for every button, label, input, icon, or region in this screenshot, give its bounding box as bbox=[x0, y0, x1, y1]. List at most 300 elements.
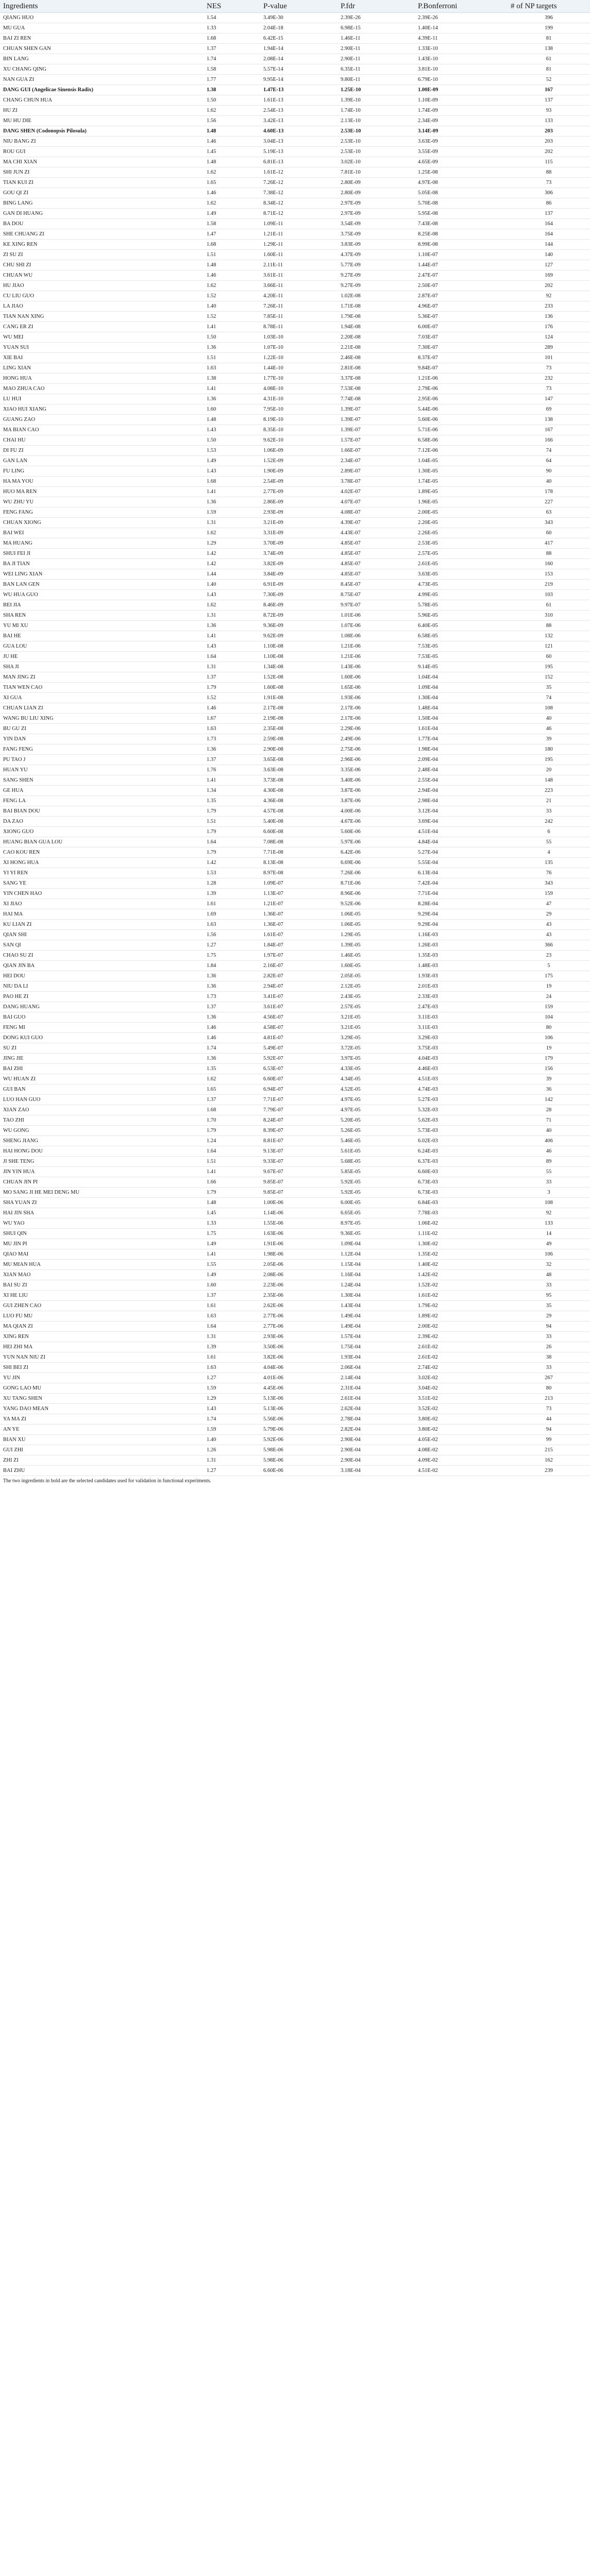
ingredient-name: GUANG ZAO bbox=[0, 415, 204, 425]
p-value: 8.35E-10 bbox=[260, 425, 338, 435]
p-value: 4.30E-08 bbox=[260, 786, 338, 796]
p-fdr-value: 2.90E-11 bbox=[338, 54, 415, 64]
ingredient-name: DANG HUANG bbox=[0, 1002, 204, 1012]
p-fdr-value: 1.21E-06 bbox=[338, 652, 415, 662]
table-row bbox=[0, 1383, 590, 1394]
p-value: 7.85E-11 bbox=[260, 312, 338, 322]
p-fdr-value: 2.06E-04 bbox=[338, 1363, 415, 1373]
nes-value: 1.74 bbox=[204, 1043, 260, 1054]
ingredient-name: FENG MI bbox=[0, 1023, 204, 1033]
table-row bbox=[0, 332, 590, 343]
ingredient-name: NIU DA LI bbox=[0, 981, 204, 992]
p-fdr-value: 2.90E-11 bbox=[338, 44, 415, 54]
table-row bbox=[0, 909, 590, 920]
np-targets-count: 137 bbox=[508, 209, 590, 219]
p-bonferroni-value: 4.09E-02 bbox=[415, 1455, 508, 1466]
p-bonferroni-value: 2.39E-02 bbox=[415, 1332, 508, 1342]
p-bonferroni-value: 2.39E-26 bbox=[415, 13, 508, 23]
p-value: 3.21E-09 bbox=[260, 518, 338, 528]
nes-value: 1.49 bbox=[204, 1270, 260, 1280]
np-targets-count: 219 bbox=[508, 580, 590, 590]
p-fdr-value: 4.85E-07 bbox=[338, 559, 415, 569]
table-row bbox=[0, 1394, 590, 1404]
p-bonferroni-value: 2.48E-04 bbox=[415, 765, 508, 775]
table-row bbox=[0, 466, 590, 477]
ingredient-name: MA QIAN ZI bbox=[0, 1321, 204, 1332]
p-bonferroni-value: 2.26E-05 bbox=[415, 528, 508, 538]
nes-value: 1.45 bbox=[204, 1208, 260, 1218]
np-targets-count: 227 bbox=[508, 497, 590, 507]
ingredient-name: HAI HONG DOU bbox=[0, 1146, 204, 1157]
p-bonferroni-value: 4.51E-03 bbox=[415, 1074, 508, 1084]
np-targets-count: 94 bbox=[508, 1425, 590, 1435]
p-bonferroni-value: 1.04E-05 bbox=[415, 456, 508, 466]
nes-value: 1.27 bbox=[204, 1466, 260, 1476]
nes-value: 1.43 bbox=[204, 1404, 260, 1414]
nes-value: 1.41 bbox=[204, 384, 260, 394]
nes-value: 1.27 bbox=[204, 1373, 260, 1383]
p-value: 2.05E-06 bbox=[260, 1260, 338, 1270]
np-targets-count: 104 bbox=[508, 1012, 590, 1023]
p-fdr-value: 1.06E-05 bbox=[338, 920, 415, 930]
p-value: 5.92E-06 bbox=[260, 1435, 338, 1445]
ingredient-name: WU GONG bbox=[0, 1126, 204, 1136]
p-fdr-value: 1.21E-06 bbox=[338, 641, 415, 652]
np-targets-count: 88 bbox=[508, 549, 590, 559]
p-bonferroni-value: 2.94E-04 bbox=[415, 786, 508, 796]
p-fdr-value: 1.39E-05 bbox=[338, 940, 415, 951]
table-row bbox=[0, 775, 590, 786]
nes-value: 1.55 bbox=[204, 1260, 260, 1270]
nes-value: 1.64 bbox=[204, 1146, 260, 1157]
nes-value: 1.33 bbox=[204, 1218, 260, 1229]
p-value: 7.08E-08 bbox=[260, 837, 338, 848]
p-value: 4.81E-07 bbox=[260, 1033, 338, 1043]
np-targets-count: 103 bbox=[508, 590, 590, 600]
table-row bbox=[0, 1301, 590, 1311]
np-targets-count: 132 bbox=[508, 631, 590, 641]
p-value: 2.19E-08 bbox=[260, 714, 338, 724]
p-fdr-value: 3.72E-05 bbox=[338, 1043, 415, 1054]
table-row bbox=[0, 827, 590, 837]
ingredient-name: GONG LAO MU bbox=[0, 1383, 204, 1394]
ingredient-name: SHA YUAN ZI bbox=[0, 1198, 204, 1208]
p-bonferroni-value: 5.55E-04 bbox=[415, 858, 508, 868]
ingredient-name: LUO FU MU bbox=[0, 1311, 204, 1321]
p-fdr-value: 4.00E-06 bbox=[338, 806, 415, 817]
nes-value: 1.36 bbox=[204, 497, 260, 507]
table-row bbox=[0, 1023, 590, 1033]
np-targets-count: 73 bbox=[508, 178, 590, 188]
table-row bbox=[0, 1425, 590, 1435]
p-fdr-value: 4.37E-09 bbox=[338, 250, 415, 260]
p-bonferroni-value: 1.89E-05 bbox=[415, 487, 508, 497]
np-targets-count: 60 bbox=[508, 528, 590, 538]
p-fdr-value: 2.39E-26 bbox=[338, 13, 415, 23]
p-fdr-value: 2.80E-09 bbox=[338, 188, 415, 198]
table-row bbox=[0, 44, 590, 54]
p-bonferroni-value: 4.73E-05 bbox=[415, 580, 508, 590]
table-row bbox=[0, 1002, 590, 1012]
p-fdr-value: 9.52E-06 bbox=[338, 899, 415, 909]
np-targets-count: 366 bbox=[508, 940, 590, 951]
p-bonferroni-value: 1.93E-03 bbox=[415, 971, 508, 981]
nes-value: 1.37 bbox=[204, 44, 260, 54]
p-value: 1.52E-08 bbox=[260, 672, 338, 683]
p-fdr-value: 5.92E-05 bbox=[338, 1188, 415, 1198]
ingredient-name: XING REN bbox=[0, 1332, 204, 1342]
p-value: 1.97E-07 bbox=[260, 951, 338, 961]
ingredient-name: CHU SHI ZI bbox=[0, 260, 204, 270]
nes-value: 1.60 bbox=[204, 404, 260, 415]
p-fdr-value: 4.43E-07 bbox=[338, 528, 415, 538]
nes-value: 1.51 bbox=[204, 250, 260, 260]
ingredient-name: HAI MA bbox=[0, 909, 204, 920]
ingredient-name: BAI SU ZI bbox=[0, 1280, 204, 1291]
p-value: 5.98E-06 bbox=[260, 1445, 338, 1455]
p-bonferroni-value: 1.40E-14 bbox=[415, 23, 508, 33]
nes-value: 1.26 bbox=[204, 1445, 260, 1455]
nes-value: 1.63 bbox=[204, 1311, 260, 1321]
np-targets-count: 26 bbox=[508, 1342, 590, 1352]
p-fdr-value: 3.83E-09 bbox=[338, 240, 415, 250]
ingredient-name: KE XING REN bbox=[0, 240, 204, 250]
table-row bbox=[0, 1363, 590, 1373]
p-value: 8.13E-08 bbox=[260, 858, 338, 868]
p-bonferroni-value: 8.28E-04 bbox=[415, 899, 508, 909]
p-bonferroni-value: 2.98E-04 bbox=[415, 796, 508, 806]
ingredient-name: QIAO MAI bbox=[0, 1249, 204, 1260]
nes-value: 1.37 bbox=[204, 1095, 260, 1105]
table-row bbox=[0, 270, 590, 281]
np-targets-count: 127 bbox=[508, 260, 590, 270]
table-row bbox=[0, 1054, 590, 1064]
p-fdr-value: 7.81E-10 bbox=[338, 167, 415, 178]
nes-value: 1.64 bbox=[204, 837, 260, 848]
p-fdr-value: 1.25E-10 bbox=[338, 85, 415, 95]
ingredient-name: BA DOU bbox=[0, 219, 204, 229]
p-value: 3.70E-09 bbox=[260, 538, 338, 549]
nes-value: 1.75 bbox=[204, 1229, 260, 1239]
np-targets-count: 60 bbox=[508, 652, 590, 662]
table-row bbox=[0, 724, 590, 734]
ingredient-name: BAI ZHI bbox=[0, 1064, 204, 1074]
p-bonferroni-value: 6.73E-03 bbox=[415, 1188, 508, 1198]
p-bonferroni-value: 3.69E-04 bbox=[415, 817, 508, 827]
header-p-value: P-value bbox=[260, 0, 338, 13]
np-targets-count: 19 bbox=[508, 1043, 590, 1054]
np-targets-count: 108 bbox=[508, 703, 590, 714]
p-value: 1.00E-06 bbox=[260, 1198, 338, 1208]
table-row bbox=[0, 765, 590, 775]
ingredient-name: CHAI HU bbox=[0, 435, 204, 446]
p-value: 3.31E-09 bbox=[260, 528, 338, 538]
p-value: 4.01E-06 bbox=[260, 1373, 338, 1383]
ingredient-name: HAI JIN SHA bbox=[0, 1208, 204, 1218]
p-value: 3.82E-06 bbox=[260, 1352, 338, 1363]
p-fdr-value: 7.26E-06 bbox=[338, 868, 415, 878]
ingredient-name: DA ZAO bbox=[0, 817, 204, 827]
p-fdr-value: 2.62E-04 bbox=[338, 1404, 415, 1414]
p-fdr-value: 1.71E-08 bbox=[338, 301, 415, 312]
p-fdr-value: 2.80E-09 bbox=[338, 178, 415, 188]
table-row bbox=[0, 1373, 590, 1383]
p-fdr-value: 5.26E-05 bbox=[338, 1126, 415, 1136]
table-row bbox=[0, 1404, 590, 1414]
p-value: 5.49E-07 bbox=[260, 1043, 338, 1054]
p-fdr-value: 4.34E-05 bbox=[338, 1074, 415, 1084]
p-value: 8.78E-11 bbox=[260, 322, 338, 332]
np-targets-count: 3 bbox=[508, 1188, 590, 1198]
p-fdr-value: 2.21E-08 bbox=[338, 343, 415, 353]
p-value: 2.23E-06 bbox=[260, 1280, 338, 1291]
table-row bbox=[0, 868, 590, 878]
np-targets-count: 64 bbox=[508, 456, 590, 466]
nes-value: 1.62 bbox=[204, 167, 260, 178]
p-value: 8.71E-12 bbox=[260, 209, 338, 219]
p-fdr-value: 3.37E-08 bbox=[338, 374, 415, 384]
np-targets-count: 61 bbox=[508, 600, 590, 611]
table-row bbox=[0, 1321, 590, 1332]
table-row bbox=[0, 1167, 590, 1177]
np-targets-count: 215 bbox=[508, 1445, 590, 1455]
table-row bbox=[0, 1157, 590, 1167]
np-targets-count: 396 bbox=[508, 13, 590, 23]
p-fdr-value: 1.29E-05 bbox=[338, 930, 415, 940]
table-row bbox=[0, 312, 590, 322]
np-targets-count: 46 bbox=[508, 1146, 590, 1157]
p-fdr-value: 2.46E-08 bbox=[338, 353, 415, 363]
ingredient-name: CHUAN LIAN ZI bbox=[0, 703, 204, 714]
p-bonferroni-value: 5.32E-03 bbox=[415, 1105, 508, 1115]
table-row bbox=[0, 13, 590, 23]
p-fdr-value: 2.13E-10 bbox=[338, 116, 415, 126]
nes-value: 1.53 bbox=[204, 868, 260, 878]
np-targets-count: 49 bbox=[508, 1239, 590, 1249]
p-value: 1.90E-09 bbox=[260, 466, 338, 477]
nes-value: 1.65 bbox=[204, 1084, 260, 1095]
nes-value: 1.43 bbox=[204, 641, 260, 652]
ingredient-name: XIAN MAO bbox=[0, 1270, 204, 1280]
ingredient-name: SHA JI bbox=[0, 662, 204, 672]
ingredient-name: HU ZI bbox=[0, 106, 204, 116]
np-targets-count: 195 bbox=[508, 755, 590, 765]
p-bonferroni-value: 1.52E-02 bbox=[415, 1280, 508, 1291]
p-bonferroni-value: 4.51E-02 bbox=[415, 1466, 508, 1476]
p-bonferroni-value: 6.60E-03 bbox=[415, 1167, 508, 1177]
p-value: 3.61E-07 bbox=[260, 1002, 338, 1012]
p-fdr-value: 5.92E-05 bbox=[338, 1177, 415, 1188]
p-bonferroni-value: 3.52E-02 bbox=[415, 1404, 508, 1414]
p-value: 2.82E-07 bbox=[260, 971, 338, 981]
table-row bbox=[0, 250, 590, 260]
ingredient-name: MAO ZHUA CAO bbox=[0, 384, 204, 394]
p-fdr-value: 5.46E-05 bbox=[338, 1136, 415, 1146]
nes-value: 1.29 bbox=[204, 538, 260, 549]
p-bonferroni-value: 1.21E-06 bbox=[415, 374, 508, 384]
table-row bbox=[0, 188, 590, 198]
p-fdr-value: 9.27E-09 bbox=[338, 270, 415, 281]
np-targets-count: 93 bbox=[508, 106, 590, 116]
nes-value: 1.40 bbox=[204, 301, 260, 312]
ingredient-name: BIN LANG bbox=[0, 54, 204, 64]
ingredient-name: CU LIU GUO bbox=[0, 291, 204, 301]
ingredient-name: FENG FANG bbox=[0, 507, 204, 518]
p-fdr-value: 1.07E-06 bbox=[338, 621, 415, 631]
p-bonferroni-value: 4.97E-08 bbox=[415, 178, 508, 188]
np-targets-count: 89 bbox=[508, 1157, 590, 1167]
p-bonferroni-value: 1.30E-04 bbox=[415, 693, 508, 703]
table-row bbox=[0, 425, 590, 435]
table-row bbox=[0, 1177, 590, 1188]
ingredient-name: MA CHI XIAN bbox=[0, 157, 204, 167]
p-bonferroni-value: 1.10E-09 bbox=[415, 95, 508, 106]
p-fdr-value: 3.78E-07 bbox=[338, 477, 415, 487]
p-value: 1.10E-08 bbox=[260, 652, 338, 662]
p-value: 1.13E-07 bbox=[260, 889, 338, 899]
table-row bbox=[0, 64, 590, 75]
np-targets-count: 92 bbox=[508, 291, 590, 301]
np-targets-count: 199 bbox=[508, 23, 590, 33]
ingredient-name: GE HUA bbox=[0, 786, 204, 796]
ingredient-name: BAI HE bbox=[0, 631, 204, 641]
p-fdr-value: 1.39E-10 bbox=[338, 95, 415, 106]
table-row bbox=[0, 446, 590, 456]
nes-value: 1.31 bbox=[204, 662, 260, 672]
p-value: 1.47E-13 bbox=[260, 85, 338, 95]
p-fdr-value: 2.78E-04 bbox=[338, 1414, 415, 1425]
p-value: 5.13E-06 bbox=[260, 1394, 338, 1404]
p-bonferroni-value: 3.55E-09 bbox=[415, 147, 508, 157]
p-bonferroni-value: 2.33E-03 bbox=[415, 992, 508, 1002]
nes-value: 1.24 bbox=[204, 1136, 260, 1146]
np-targets-count: 47 bbox=[508, 899, 590, 909]
p-fdr-value: 3.87E-06 bbox=[338, 796, 415, 806]
table-row bbox=[0, 528, 590, 538]
table-row bbox=[0, 1146, 590, 1157]
ingredient-name: ZI SU ZI bbox=[0, 250, 204, 260]
table-row bbox=[0, 198, 590, 209]
table-row bbox=[0, 734, 590, 744]
p-value: 1.36E-07 bbox=[260, 920, 338, 930]
np-targets-count: 40 bbox=[508, 1126, 590, 1136]
nes-value: 1.62 bbox=[204, 600, 260, 611]
nes-value: 1.43 bbox=[204, 425, 260, 435]
np-targets-count: 133 bbox=[508, 1218, 590, 1229]
table-row bbox=[0, 683, 590, 693]
p-fdr-value: 2.05E-05 bbox=[338, 971, 415, 981]
nes-value: 1.51 bbox=[204, 817, 260, 827]
table-row bbox=[0, 54, 590, 64]
p-value: 6.81E-13 bbox=[260, 157, 338, 167]
table-row bbox=[0, 209, 590, 219]
table-row bbox=[0, 744, 590, 755]
p-bonferroni-value: 9.84E-07 bbox=[415, 363, 508, 374]
np-targets-count: 178 bbox=[508, 487, 590, 497]
p-bonferroni-value: 4.65E-09 bbox=[415, 157, 508, 167]
ingredient-name: QIAN SHI bbox=[0, 930, 204, 940]
nes-value: 1.66 bbox=[204, 1177, 260, 1188]
table-row bbox=[0, 549, 590, 559]
table-row bbox=[0, 229, 590, 240]
p-bonferroni-value: 9.29E-04 bbox=[415, 909, 508, 920]
p-bonferroni-value: 2.00E-02 bbox=[415, 1321, 508, 1332]
p-value: 4.20E-11 bbox=[260, 291, 338, 301]
p-bonferroni-value: 1.61E-04 bbox=[415, 724, 508, 734]
nes-value: 1.49 bbox=[204, 456, 260, 466]
p-fdr-value: 4.97E-05 bbox=[338, 1105, 415, 1115]
p-bonferroni-value: 5.78E-05 bbox=[415, 600, 508, 611]
p-fdr-value: 2.34E-07 bbox=[338, 456, 415, 466]
p-value: 2.54E-09 bbox=[260, 477, 338, 487]
np-targets-count: 95 bbox=[508, 1291, 590, 1301]
table-header bbox=[0, 0, 590, 13]
nes-value: 1.68 bbox=[204, 1105, 260, 1115]
p-fdr-value: 5.60E-06 bbox=[338, 827, 415, 837]
nes-value: 1.50 bbox=[204, 95, 260, 106]
p-bonferroni-value: 1.77E-04 bbox=[415, 734, 508, 744]
nes-value: 1.62 bbox=[204, 1074, 260, 1084]
nes-value: 1.47 bbox=[204, 229, 260, 240]
p-fdr-value: 1.43E-06 bbox=[338, 662, 415, 672]
p-value: 9.33E-07 bbox=[260, 1157, 338, 1167]
p-value: 3.42E-13 bbox=[260, 116, 338, 126]
p-value: 9.85E-07 bbox=[260, 1177, 338, 1188]
np-targets-count: 310 bbox=[508, 611, 590, 621]
ingredient-name: XU TANG SHEN bbox=[0, 1394, 204, 1404]
p-fdr-value: 3.18E-04 bbox=[338, 1466, 415, 1476]
nes-value: 1.40 bbox=[204, 1435, 260, 1445]
p-fdr-value: 2.17E-06 bbox=[338, 714, 415, 724]
header-row bbox=[0, 0, 590, 13]
p-bonferroni-value: 6.24E-03 bbox=[415, 1146, 508, 1157]
np-targets-count: 63 bbox=[508, 507, 590, 518]
ingredient-name: LING XIAN bbox=[0, 363, 204, 374]
p-value: 1.36E-07 bbox=[260, 909, 338, 920]
np-targets-count: 81 bbox=[508, 33, 590, 44]
p-fdr-value: 4.07E-07 bbox=[338, 497, 415, 507]
p-bonferroni-value: 6.73E-03 bbox=[415, 1177, 508, 1188]
nes-value: 1.45 bbox=[204, 147, 260, 157]
np-targets-count: 101 bbox=[508, 353, 590, 363]
p-fdr-value: 3.75E-09 bbox=[338, 229, 415, 240]
np-targets-count: 289 bbox=[508, 343, 590, 353]
p-value: 3.50E-06 bbox=[260, 1342, 338, 1352]
table-row bbox=[0, 981, 590, 992]
np-targets-count: 164 bbox=[508, 229, 590, 240]
p-fdr-value: 3.35E-06 bbox=[338, 765, 415, 775]
np-targets-count: 71 bbox=[508, 1115, 590, 1126]
p-value: 5.57E-14 bbox=[260, 64, 338, 75]
nes-value: 1.52 bbox=[204, 312, 260, 322]
p-fdr-value: 2.90E-04 bbox=[338, 1435, 415, 1445]
table-row bbox=[0, 1229, 590, 1239]
table-row bbox=[0, 1239, 590, 1249]
ingredient-name: QIANG HUO bbox=[0, 13, 204, 23]
ingredient-name: YU MI XU bbox=[0, 621, 204, 631]
p-bonferroni-value: 1.11E-02 bbox=[415, 1229, 508, 1239]
nes-value: 1.67 bbox=[204, 714, 260, 724]
p-bonferroni-value: 5.05E-08 bbox=[415, 188, 508, 198]
nes-value: 1.31 bbox=[204, 1455, 260, 1466]
table-row bbox=[0, 167, 590, 178]
nes-value: 1.39 bbox=[204, 1342, 260, 1352]
p-value: 7.71E-07 bbox=[260, 1095, 338, 1105]
p-value: 3.63E-08 bbox=[260, 765, 338, 775]
ingredient-name: DI FU ZI bbox=[0, 446, 204, 456]
p-value: 1.84E-07 bbox=[260, 940, 338, 951]
p-bonferroni-value: 7.78E-03 bbox=[415, 1208, 508, 1218]
